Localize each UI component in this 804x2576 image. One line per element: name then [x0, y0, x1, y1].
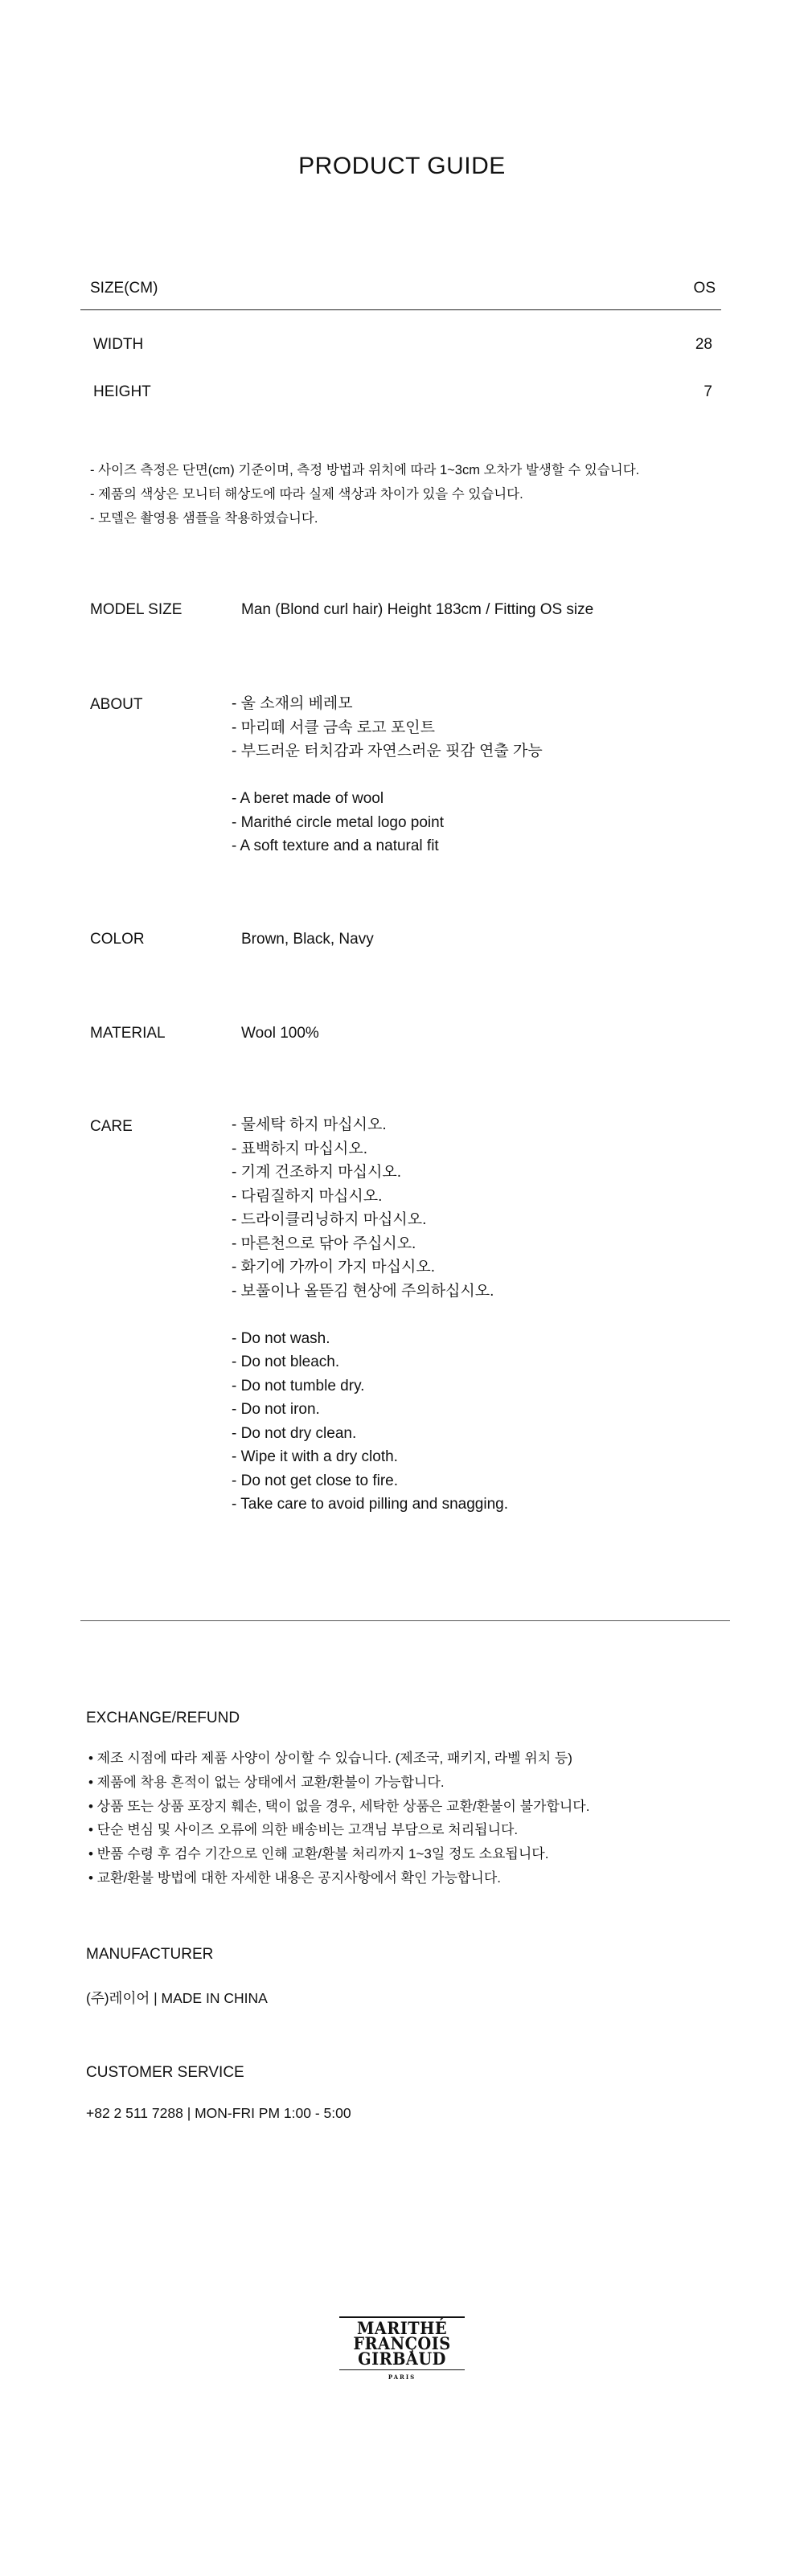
size-header-os: OS	[693, 280, 716, 297]
care-label: CARE	[90, 1118, 133, 1135]
care-list	[232, 1113, 508, 1517]
section-divider	[80, 1620, 730, 1621]
exchange-item: • 반품 수령 후 검수 기간으로 인해 교환/환불 처리까지 1~3일 정도 소요됩니다.	[88, 1846, 549, 1862]
logo-paris: PARIS	[388, 2373, 416, 2381]
exchange-item: • 제조 시점에 따라 제품 사양이 상이할 수 있습니다. (제조국, 패키지, 라벨 위치 등)	[88, 1751, 572, 1766]
page-title: PRODUCT GUIDE	[298, 153, 506, 179]
exchange-item: • 제품에 착용 흔적이 없는 상태에서 교환/환불이 가능합니다.	[88, 1774, 445, 1790]
about-line	[232, 764, 543, 788]
logo-bottom-rule	[339, 2369, 465, 2371]
note-line: - 사이즈 측정은 단면(cm) 기준이며, 측정 방법과 위치에 따라 1~3cm 오차가 발생할 수 있습니다.	[90, 463, 640, 477]
color-label: COLOR	[90, 931, 145, 948]
logo-line-3: GIRBAUD	[358, 2348, 446, 2369]
logo-line-2: FRANÇOIS	[353, 2332, 451, 2353]
about-list	[232, 692, 543, 858]
about-line: - 마리떼 서클 금속 로고 포인트	[232, 719, 435, 736]
size-row-label: HEIGHT	[93, 383, 151, 400]
note-line: - 제품의 색상은 모니터 해상도에 따라 실제 색상과 차이가 있을 수 있습니다.	[90, 487, 523, 502]
care-line: - 기계 건조하지 마십시오.	[232, 1164, 401, 1181]
care-line: - Take care to avoid pilling and snagging.	[232, 1496, 508, 1513]
manufacturer-value: (주)레이어 | MADE IN CHINA	[86, 1990, 268, 2006]
size-row-value: 7	[704, 383, 712, 400]
care-line	[232, 1303, 508, 1327]
care-line: - Do not tumble dry.	[232, 1377, 365, 1394]
care-line: - Do not get close to fire.	[232, 1472, 398, 1489]
care-line: - Do not iron.	[232, 1401, 320, 1418]
exchange-item: • 단순 변심 및 사이즈 오류에 의한 배송비는 고객님 부담으로 처리됩니다.	[88, 1822, 519, 1838]
care-line: - 다림질하지 마십시오.	[232, 1187, 383, 1205]
care-line: - 마른천으로 닦아 주십시오.	[232, 1235, 416, 1252]
care-line: - 화기에 가까이 가지 마십시오.	[232, 1259, 435, 1276]
size-header-label: SIZE(CM)	[90, 280, 158, 297]
care-line: - Do not wash.	[232, 1329, 330, 1347]
care-line: - 물세탁 하지 마십시오.	[232, 1116, 387, 1133]
model-size-label: MODEL SIZE	[90, 601, 183, 618]
size-table-rule	[80, 309, 721, 310]
care-line: - Wipe it with a dry cloth.	[232, 1448, 398, 1465]
about-line: - 부드러운 터치감과 자연스러운 핏감 연출 가능	[232, 743, 543, 760]
customer-service-value: +82 2 511 7288 | MON-FRI PM 1:00 - 5:00	[86, 2105, 351, 2121]
manufacturer-title: MANUFACTURER	[86, 1946, 214, 1963]
size-row-width	[93, 336, 712, 354]
about-line: - 울 소재의 베레모	[232, 695, 353, 712]
care-line: - Do not bleach.	[232, 1354, 340, 1370]
about-line: - Marithé circle metal logo point	[232, 813, 444, 831]
care-line: - 드라이클리닝하지 마십시오.	[232, 1211, 427, 1228]
model-size-value: Man (Blond curl hair) Height 183cm / Fitting OS size	[241, 601, 594, 618]
customer-service-title: CUSTOMER SERVICE	[86, 2064, 244, 2081]
exchange-item: • 상품 또는 상품 포장지 훼손, 택이 없을 경우, 세탁한 상품은 교환/환불이 불가합니다.	[88, 1798, 590, 1814]
logo-line-1: MARITHÉ	[356, 2317, 448, 2338]
material-label: MATERIAL	[90, 1025, 166, 1042]
exchange-title: EXCHANGE/REFUND	[86, 1710, 240, 1726]
note-line: - 모델은 촬영용 샘플을 착용하였습니다.	[90, 511, 318, 526]
size-row-height	[93, 383, 712, 401]
exchange-list	[88, 1747, 589, 1890]
care-line: - Do not dry clean.	[232, 1424, 357, 1442]
size-row-value: 28	[695, 336, 712, 353]
size-table-header	[90, 280, 716, 297]
exchange-item: • 교환/환불 방법에 대한 자세한 내용은 공지사항에서 확인 가능합니다.	[88, 1870, 501, 1886]
about-line: - A beret made of wool	[232, 790, 384, 807]
size-notes	[90, 458, 639, 530]
size-row-label: WIDTH	[93, 336, 144, 353]
care-line: - 표백하지 마십시오.	[232, 1140, 367, 1157]
brand-logo	[338, 2316, 466, 2381]
color-value: Brown, Black, Navy	[241, 931, 374, 948]
care-line: - 보풀이나 올뜯김 현상에 주의하십시오.	[232, 1282, 494, 1300]
about-label: ABOUT	[90, 696, 143, 713]
material-value: Wool 100%	[241, 1025, 319, 1042]
about-line: - A soft texture and a natural fit	[232, 838, 439, 854]
